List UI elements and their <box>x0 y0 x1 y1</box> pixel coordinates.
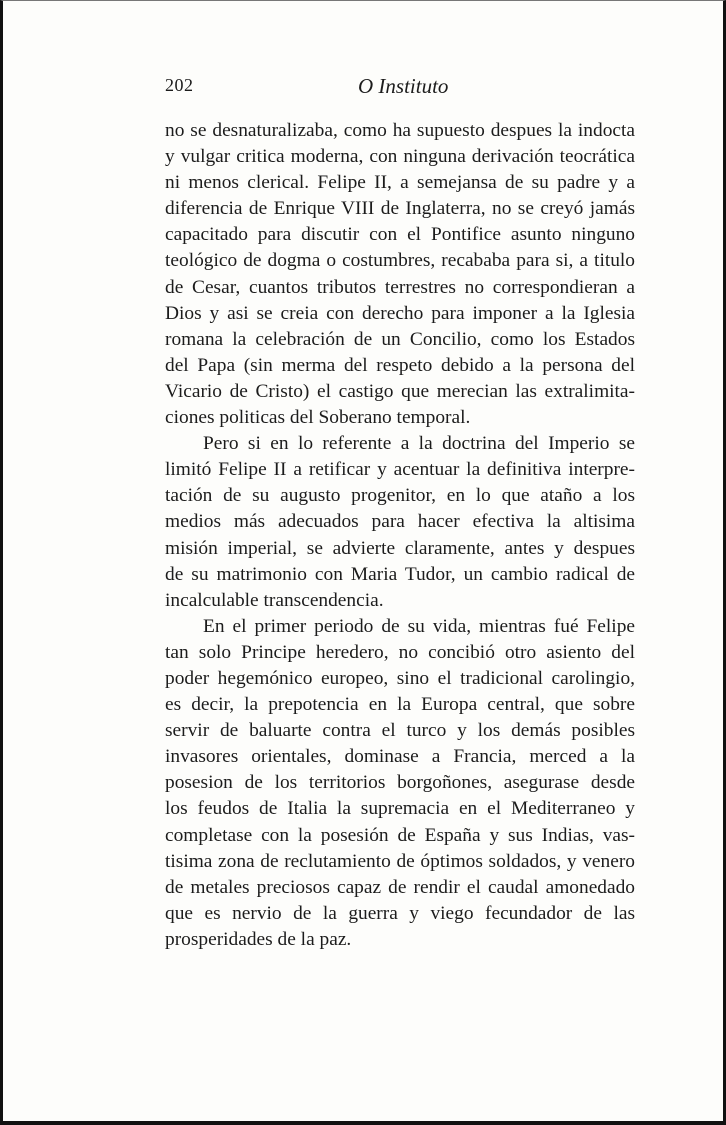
text-line: es decir, la prepotencia en la Europa central, que sobre <box>165 694 635 716</box>
text-line: misión imperial, se advierte claramente, antes y despues <box>165 537 635 559</box>
text-line: tisima zona de reclutamiento de óptimos soldados, y venero <box>165 850 635 872</box>
text-line: medios más adecuados para hacer efectiva la altisima <box>165 511 635 533</box>
text-line: tan solo Principe heredero, no concibió otro asiento del <box>165 641 635 663</box>
text-line: de Cesar, cuantos tributos terrestres no correspondieran a <box>165 276 635 298</box>
text-line: invasores orientales, dominase a Francia, merced a la <box>165 746 635 768</box>
text-line: Vicario de Cristo) el castigo que merecian las extralimita- <box>165 380 635 402</box>
text-line: ciones politicas del Soberano temporal. <box>165 407 471 429</box>
text-line: poder hegemónico europeo, sino el tradicional carolingio, <box>165 667 635 689</box>
text-line: de su matrimonio con Maria Tudor, un cambio radical de <box>165 563 635 585</box>
text-line: los feudos de Italia la supremacia en el Mediterraneo y <box>165 798 635 820</box>
text-line: teológico de dogma o costumbres, recababa para si, a titulo <box>165 250 635 272</box>
text-line: completase con la posesión de España y sus Indias, vas- <box>165 824 635 846</box>
text-line: ni menos clerical. Felipe II, a semejansa de su padre y a <box>165 172 635 194</box>
paragraph-2 <box>165 431 635 614</box>
text-line: incalculable transcendencia. <box>165 589 384 611</box>
text-line: que es nervio de la guerra y viego fecundador de las <box>165 902 635 924</box>
text-line: Dios y asi se creia con derecho para imponer a la Iglesia <box>165 302 635 324</box>
paragraph-1 <box>165 118 635 431</box>
page-number: 202 <box>165 75 194 95</box>
text-line: y vulgar critica moderna, con ninguna derivación teocrática <box>165 146 635 168</box>
text-line: no se desnaturalizaba, como ha supuesto despues la indocta <box>165 120 635 141</box>
text-line: romana la celebración de un Concilio, como los Estados <box>165 328 635 350</box>
text-line: En el primer periodo de su vida, mientras fué Felipe <box>203 615 635 637</box>
text-line: del Papa (sin merma del respeto debido a la persona del <box>165 354 635 376</box>
text-line: capacitado para discutir con el Pontifice asunto ninguno <box>165 224 635 246</box>
page-header <box>165 71 635 101</box>
running-title: O Instituto <box>358 74 449 98</box>
text-line: tación de su augusto progenitor, en lo que ataño a los <box>165 485 635 507</box>
paragraph-3 <box>165 614 635 953</box>
text-line: diferencia de Enrique VIII de Inglaterra, no se creyó jamás <box>165 198 635 220</box>
body-text <box>165 118 635 953</box>
text-line: prosperidades de la paz. <box>165 928 352 950</box>
text-line: Pero si en lo referente a la doctrina del Imperio se <box>203 433 635 455</box>
text-line: de metales preciosos capaz de rendir el caudal amonedado <box>165 876 635 898</box>
text-line: posesion de los territorios borgoñones, asegurase desde <box>165 772 635 794</box>
text-line: limitó Felipe II a retificar y acentuar la definitiva interpre- <box>165 459 635 481</box>
text-line: servir de baluarte contra el turco y los demás posibles <box>165 720 635 742</box>
